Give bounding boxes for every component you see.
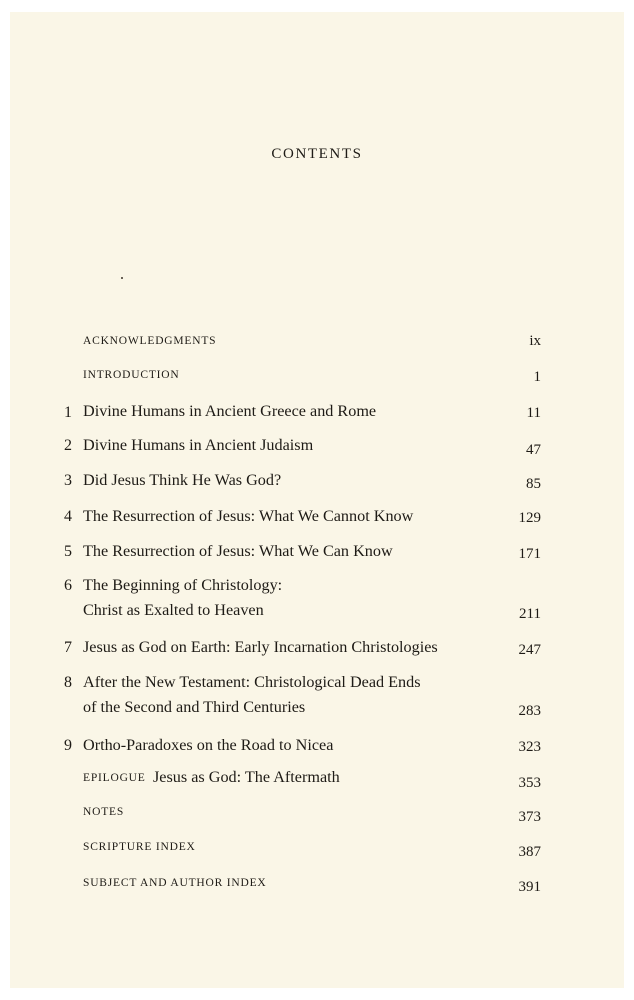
toc-entry-label: INTRODUCTION xyxy=(83,369,180,381)
toc-entry-page: 373 xyxy=(518,809,541,825)
chapter-number: 4 xyxy=(64,508,72,525)
chapter-number: 8 xyxy=(64,674,72,691)
toc-entry-page: 283 xyxy=(518,703,541,719)
toc-entry-page: ix xyxy=(529,333,541,349)
chapter-title: The Resurrection of Jesus: What We Cannot Know xyxy=(83,507,414,525)
toc-entry-page: 85 xyxy=(526,476,541,492)
chapter-title-line-2: Christ as Exalted to Heaven xyxy=(83,601,264,619)
toc-entry-page: 129 xyxy=(518,510,541,526)
chapter-title-line-2: of the Second and Third Centuries xyxy=(83,698,306,716)
chapter-title: Divine Humans in Ancient Judaism xyxy=(83,436,314,454)
chapter-title: Ortho-Paradoxes on the Road to Nicea xyxy=(83,736,334,754)
scan-border-bottom xyxy=(0,988,634,1000)
toc-entry-page: 247 xyxy=(518,642,541,658)
epilogue-title: Jesus as God: The Aftermath xyxy=(153,768,340,786)
ink-speck xyxy=(121,277,123,279)
toc-entry-page: 353 xyxy=(518,775,541,791)
toc-entry-page: 47 xyxy=(526,442,541,458)
chapter-number: 2 xyxy=(64,437,72,454)
toc-entry-label: SUBJECT AND AUTHOR INDEX xyxy=(83,877,267,889)
chapter-title-line-1: After the New Testament: Christological Dead Ends xyxy=(83,673,421,691)
chapter-title: Jesus as God on Earth: Early Incarnation Christologies xyxy=(83,638,438,656)
toc-entry-label: ACKNOWLEDGMENTS xyxy=(83,335,217,347)
toc-entry-page: 323 xyxy=(518,739,541,755)
chapter-title: The Resurrection of Jesus: What We Can Know xyxy=(83,542,393,560)
toc-entry-page: 171 xyxy=(518,546,541,562)
toc-entry-page: 1 xyxy=(533,369,541,385)
chapter-number: 3 xyxy=(64,472,72,489)
contents-heading: CONTENTS xyxy=(271,146,363,162)
scan-border-top xyxy=(0,0,634,12)
chapter-number: 7 xyxy=(64,639,72,656)
chapter-title: Did Jesus Think He Was God? xyxy=(83,471,282,489)
toc-entry-page: 211 xyxy=(519,606,541,622)
epilogue-label: EPILOGUE xyxy=(83,772,146,784)
toc-entry-label: SCRIPTURE INDEX xyxy=(83,841,196,853)
toc-entry-page: 391 xyxy=(518,879,541,895)
toc-entry-page: 11 xyxy=(526,405,541,421)
chapter-number: 5 xyxy=(64,543,72,560)
chapter-number: 9 xyxy=(64,737,72,754)
chapter-title-line-1: The Beginning of Christology: xyxy=(83,576,283,594)
toc-entry-label: NOTES xyxy=(83,806,125,818)
toc-entry-page: 387 xyxy=(518,844,541,860)
chapter-title: Divine Humans in Ancient Greece and Rome xyxy=(83,402,377,420)
chapter-number: 1 xyxy=(64,404,72,421)
chapter-number: 6 xyxy=(64,577,72,594)
